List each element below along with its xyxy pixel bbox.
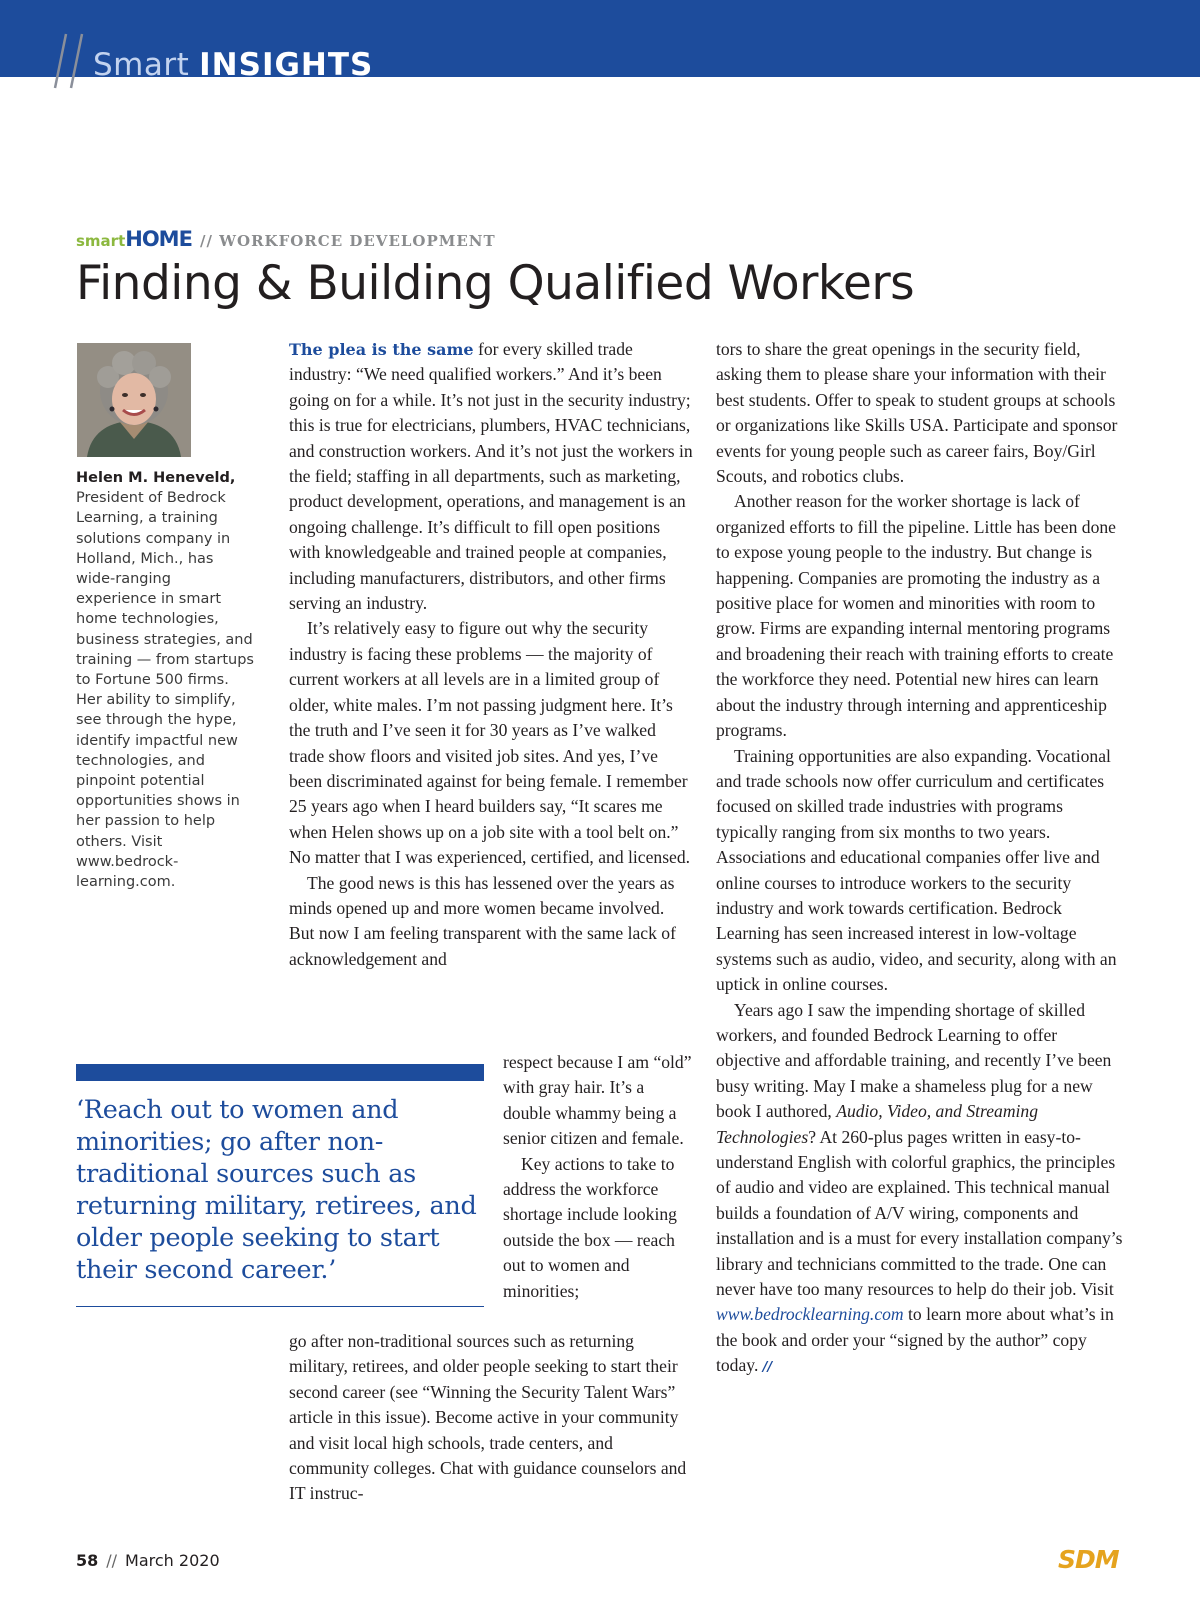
footer bbox=[76, 1551, 220, 1571]
header-brand bbox=[93, 46, 373, 84]
paragraph-4-continued: go after non-traditional sources such as returning military, retirees, and older people seeking to start their second career (see “Winning the Security Talent Wars” article in this issue). Become active in your community and visit local high schools, trade centers, and community colleges. Chat with guidance counselors and IT instruc- bbox=[289, 1331, 687, 1504]
paragraph-8-text-c: to learn more about what’s in the book and order your “signed by the author” copy today. bbox=[716, 1304, 1114, 1376]
footer-separator: // bbox=[106, 1551, 118, 1570]
header-brand-light: Smart bbox=[93, 47, 190, 83]
lead-in: The plea is the same bbox=[289, 340, 474, 359]
paragraph-2: It’s relatively easy to figure out why the security industry is facing these problems — the majority of current workers at all levels are in a limited group of older, white males. I’m not passing judgment here. It’s the truth and I’ve seen it for 30 years as I’ve walked trade show floors and visited job sites. And yes, I’ve been discriminated against for being female. I remember 25 years ago when I heard builders say, “It scares me when Helen shows up on a job site with a tool belt on.” No matter that I was experienced, certified, and licensed. bbox=[289, 618, 691, 868]
paragraph-8 bbox=[716, 998, 1126, 1381]
header-brand-bold: INSIGHTS bbox=[199, 47, 374, 83]
smarthome-logo-smart: smart bbox=[76, 232, 126, 250]
smarthome-logo-home: HOME bbox=[125, 227, 192, 251]
end-mark: // bbox=[762, 1360, 773, 1376]
author-name: Helen M. Heneveld, bbox=[76, 470, 236, 486]
column-2-bottom bbox=[289, 1329, 694, 1507]
paragraph-6: Another reason for the worker shortage is lack of organized efforts to fill the pipeline. Little has been done to expose young people to the industry. But change is happening. Companies are promoting the industry as a positive place for women and minorities with room to grow. Firms are expanding internal mentoring programs and broadening their reach with training efforts to create the workforce they need. Potential new hires can learn about the industry through interning and apprenticeship programs. bbox=[716, 491, 1116, 741]
column-2-middle bbox=[503, 1050, 695, 1304]
paragraph-1 bbox=[289, 337, 694, 616]
section-label: // WORKFORCE DEVELOPMENT bbox=[200, 232, 496, 250]
paragraph-3-continued: respect because I am “old” with gray hair. It’s a double whammy being a senior citizen and female. bbox=[503, 1052, 692, 1149]
sdm-logo: SDM bbox=[1058, 1545, 1119, 1574]
paragraph-8-text-b: ? At 260-plus pages written in easy-to-understand English with colorful graphics, the principles of audio and video are explained. This technical manual builds a foundation of A/V wiring, components and installation and is a must for every installation company’s library and technicians committed to the trade. One can never have too many resources to help do their job. Visit bbox=[716, 1126, 1123, 1300]
paragraph-7: Training opportunities are also expanding. Vocational and trade schools now offer curriculum and certificates focused on skilled trade industries with programs typically ranging from six months to two years. Associations and educational companies offer live and online courses to introduce workers to the security industry and work towards certification. Bedrock Learning has seen increased interest in low-voltage systems such as audio, video, and security, along with an uptick in online courses. bbox=[716, 745, 1117, 995]
pull-quote-rule bbox=[76, 1306, 484, 1307]
column-3 bbox=[716, 337, 1126, 1381]
issue-date: March 2020 bbox=[125, 1551, 220, 1570]
paragraph-3: The good news is this has lessened over the years as minds opened up and more women became involved. But now I am feeling transparent with the same lack of acknowledgement and bbox=[289, 872, 676, 969]
column-2-top bbox=[289, 337, 694, 972]
pull-quote: ‘Reach out to women and minorities; go after non-traditional sources such as returning military, retirees, and older people seeking to start their second career.’ bbox=[76, 1095, 477, 1285]
page-number: 58 bbox=[76, 1551, 99, 1570]
author-bio bbox=[76, 468, 254, 892]
paragraph-1-text: for every skilled trade industry: “We need qualified workers.” And it’s been going on for a while. It’s not just in the security industry; this is true for electricians, plumbers, HVAC technicians, and construction workers. And it’s not just the workers in the field; staffing in all departments, such as marketing, product development, operations, and management is an ongoing challenge. It’s difficult to fill open positions with knowledgeable and trained people at companies, including manufacturers, distributors, and other firms serving an industry. bbox=[289, 339, 693, 614]
author-bio-text: President of Bedrock Learning, a training solutions company in Holland, Mich., has wide-ranging experience in smart home technologies, business strategies, and training — from startups to Fortune 500 firms. Her ability to simplify, see through the hype, identify impactful new technologies, and pinpoint potential opportunities shows in her passion to help others. Visit www.bedrock-learning.com. bbox=[76, 490, 254, 891]
double-slash-icon bbox=[52, 32, 86, 90]
book-title: Audio, Video, and Streaming Technologies bbox=[716, 1101, 1039, 1147]
paragraph-5: tors to share the great openings in the security field, asking them to please share your information with their best students. Offer to speak to student groups at schools or organizations like Skills USA. Participate and sponsor events for young people such as career fairs, Boy/Girl Scouts, and robotics clubs. bbox=[716, 339, 1118, 487]
website-link[interactable]: www.bedrocklearning.com bbox=[716, 1304, 904, 1325]
smarthome-logo bbox=[76, 228, 192, 252]
pull-quote-bar bbox=[76, 1064, 484, 1081]
paragraph-4: Key actions to take to address the workforce shortage include looking outside the box — reach out to women and minorities; bbox=[503, 1153, 677, 1301]
article-title: Finding & Building Qualified Workers bbox=[76, 256, 915, 311]
author-photo bbox=[77, 343, 191, 457]
paragraph-8-text-a: Years ago I saw the impending shortage of skilled workers, and founded Bedrock Learning to offer objective and affordable training, and recently I’ve been busy writing. May I make a shameless plug for a new book I authored, bbox=[716, 999, 1112, 1122]
